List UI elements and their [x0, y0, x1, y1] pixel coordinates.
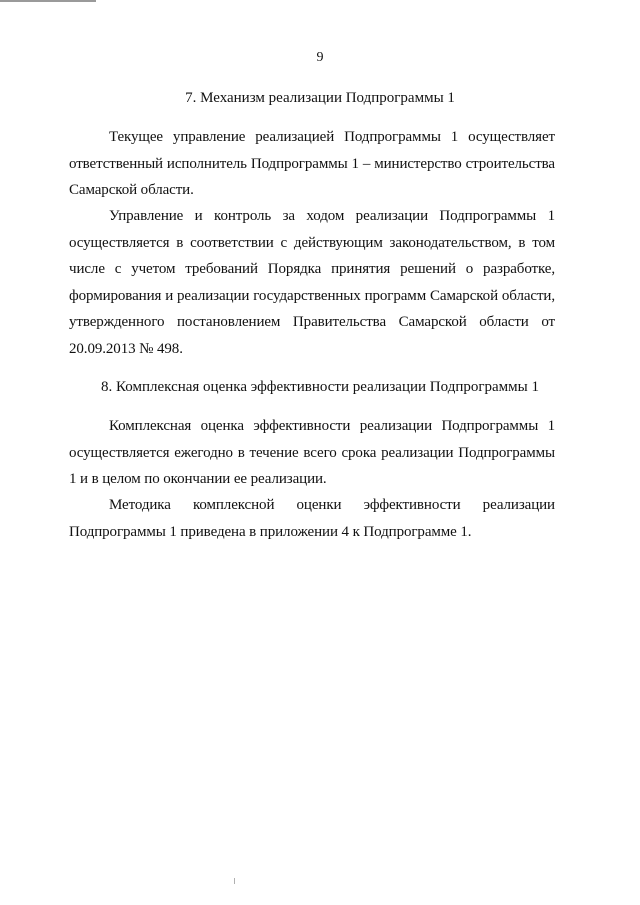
page-number: 9: [316, 50, 324, 65]
section-8-paragraph-2: Методика комплексной оценки эффективности реализации Подпрограммы 1 приведена в приложении 4 к Подпрограмме 1.: [69, 497, 555, 540]
section-8-heading: 8. Комплексная оценка эффективности реализации Подпрограммы 1: [101, 379, 539, 395]
section-7-paragraph-2: Управление и контроль за ходом реализации Подпрограммы 1 осуществляется в соответствии с действующим законодательством, в том числе с учетом требований Порядка принятия решений о разработке, формирования и реализации государственных программ Самарской области, утвержденного постановлением Правительства Самарской области от 20.09.2013 № 498.: [69, 208, 555, 357]
section-8-paragraph-1: Комплексная оценка эффективности реализации Подпрограммы 1 осуществляется ежегодно в течение всего срока реализации Подпрограммы 1 и в целом по окончании ее реализации.: [69, 418, 555, 487]
scan-edge-mark: [0, 0, 96, 2]
section-7-heading: 7. Механизм реализации Подпрограммы 1: [185, 90, 455, 106]
section-7-paragraph-1: Текущее управление реализацией Подпрограммы 1 осуществляет ответственный исполнитель Подпрограммы 1 – министерство строительства Самарской области.: [69, 129, 555, 198]
scan-speck: [234, 878, 235, 884]
